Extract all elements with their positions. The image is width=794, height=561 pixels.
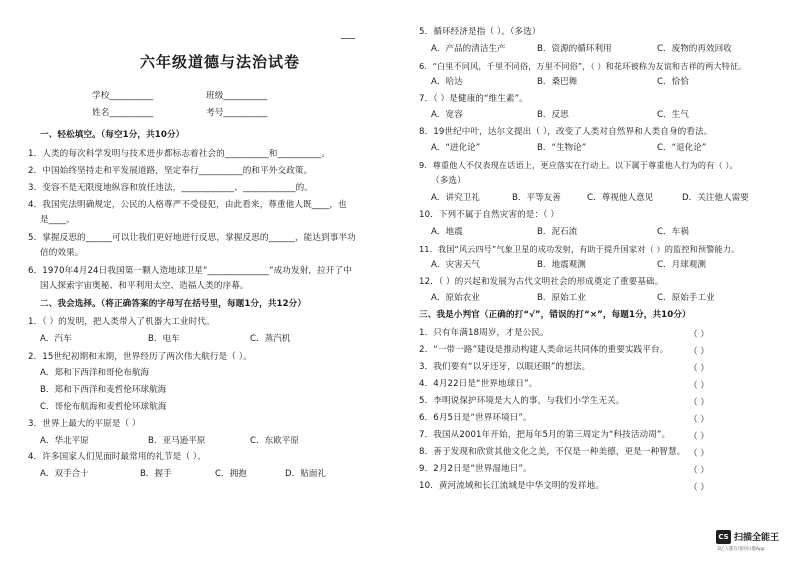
question-stem: 5．循环经济是指（ ）。（多选） bbox=[419, 27, 541, 37]
option-b: B．地震观测 bbox=[537, 260, 586, 270]
question-stem: 7．（ ）是健康的“维生素”。 bbox=[419, 94, 528, 104]
question-stem: 9．尊重他人不仅表现在话语上，更应落实在行动上。以下属于尊重他人行为的有（ ）。 bbox=[419, 160, 738, 170]
section-3-header: 三、我是小判官（正确的打“√”，错误的打“×”，每题1分，共10分） bbox=[419, 310, 691, 320]
option-c: C．生气 bbox=[657, 110, 689, 120]
question-stem: 12．（ ）的兴起和发展为古代文明社会的形成奠定了重要基础。 bbox=[419, 277, 664, 287]
fill-question: 3．变容不是无限度地纵容和放任违法，____________、____________的。 bbox=[28, 183, 313, 193]
option-a: A．“进化论” bbox=[431, 143, 481, 153]
option-a: A．郑和下西洋和哥伦布航海 bbox=[40, 368, 150, 378]
section-2-header: 二、我会选择。（将正确答案的字母写在括号里，每题1分，共12分） bbox=[40, 299, 307, 309]
question-stem: 2．15世纪初期和末期，世界经历了两次伟大航行是（ ）。 bbox=[28, 352, 252, 362]
fill-question: 2．中国始终坚持走和平发展道路，坚定奉行__________的和平外交政策。 bbox=[28, 166, 313, 176]
option-a: A．华北平原 bbox=[40, 436, 89, 446]
question-stem: 10．下列不属于自然灾害的是：（ ） bbox=[419, 210, 560, 220]
option-a: A．灾害天气 bbox=[431, 260, 480, 270]
fill-question: 6．1970年4月24日我国第一颗人造地球卫星“______________”成功发射，拉开了中 bbox=[28, 266, 352, 276]
option-d: D．贴面礼 bbox=[285, 469, 326, 479]
judge-question: 3．我们要有“以牙还牙，以眼还眼”的想法。 bbox=[419, 362, 591, 372]
option-b: B．原始工业 bbox=[537, 293, 586, 303]
option-c: C．原始手工业 bbox=[657, 293, 715, 303]
answer-parens: （ ） bbox=[689, 347, 709, 357]
option-b: B．“生物论” bbox=[537, 143, 587, 153]
option-c: C．尊视他人意见 bbox=[587, 193, 654, 203]
camscanner-logo-icon: CS bbox=[716, 530, 731, 544]
fill-question-cont: 倍的效果。 bbox=[40, 248, 84, 258]
number-field: 考号__________ bbox=[206, 108, 268, 118]
section-1-header: 一、轻松填空。（每空1分，共10分） bbox=[40, 130, 185, 140]
fill-question: 5．掌握反思的______可以让我们更好地进行反思，掌握反思的______，能达到事半功 bbox=[28, 233, 356, 243]
option-c: C．月球观测 bbox=[657, 260, 706, 270]
judge-question: 10．黄河流域和长江流域是中华文明的发祥地。 bbox=[419, 481, 605, 491]
option-c: C．哥伦布航海和麦哲伦环球航海 bbox=[40, 402, 167, 412]
name-field: 姓名__________ bbox=[92, 108, 154, 118]
fill-question: 4．我国宪法明确规定，公民的人格尊严不受侵犯，由此看来，尊重他人既____，也 bbox=[28, 200, 347, 210]
judge-question: 4．4月22日是“世界地球日”。 bbox=[419, 379, 538, 389]
option-b: B．电车 bbox=[148, 334, 180, 344]
answer-parens: （ ） bbox=[689, 415, 709, 425]
option-a: A．汽车 bbox=[40, 334, 72, 344]
option-b: B．反思 bbox=[537, 110, 569, 120]
option-a: A．双手合十 bbox=[40, 469, 89, 479]
class-field: 班级__________ bbox=[206, 91, 268, 101]
option-b: B．亚马逊平原 bbox=[148, 436, 206, 446]
option-c: C．车祸 bbox=[657, 227, 689, 237]
answer-parens: （ ） bbox=[689, 398, 709, 408]
option-b: B．桑巴舞 bbox=[537, 77, 578, 87]
judge-question: 5．李明说保护环境是大人的事，与我们小学生无关。 bbox=[419, 396, 625, 406]
option-b: B．平等友善 bbox=[512, 193, 561, 203]
judge-question: 8．善于发现和欣赏其他文化之美，不仅是一种美德，更是一种智慧。 bbox=[419, 447, 686, 457]
exam-title: 六年级道德与法治试卷 bbox=[140, 53, 301, 71]
fill-question: 1．人类的每次科学发明与技术进步都标志着社会的__________和__________。 bbox=[28, 149, 331, 159]
option-a: A．宽容 bbox=[431, 110, 463, 120]
judge-question: 6．6月5日是“世界环境日”。 bbox=[419, 413, 532, 423]
option-d: D．关注他人需要 bbox=[682, 193, 749, 203]
option-a: A．讲究卫礼 bbox=[431, 193, 480, 203]
divider-mark bbox=[341, 38, 355, 39]
judge-question: 1．只有年满18周岁，才是公民。 bbox=[419, 328, 549, 338]
fill-question-cont: 是____。 bbox=[40, 215, 75, 225]
question-stem: 1．（ ）的发明，把人类带入了机器大工业时代。 bbox=[28, 317, 215, 327]
option-a: A．哈达 bbox=[431, 77, 463, 87]
option-a: A．产品的清洁生产 bbox=[431, 44, 506, 54]
judge-question: 2．“一带一路”建设是推动构建人类命运共同体的重要实践平台。 bbox=[419, 345, 669, 355]
watermark-brand: 扫描全能王 bbox=[734, 533, 780, 543]
option-c: C．恰恰 bbox=[657, 77, 689, 87]
question-stem: 8．19世纪中叶，达尔文提出（ ），改变了人类对自然界和人类自身的看法。 bbox=[419, 127, 713, 137]
question-stem: 11．我国“风云四号”气象卫星的成功发射，有助于提升国家对（ ）的监控和预警能力。 bbox=[419, 244, 740, 254]
right-page bbox=[397, 0, 794, 561]
option-b: B．泥石流 bbox=[537, 227, 578, 237]
fill-question-cont: 国人探索宇宙奥秘、和平利用太空、造福人类的序幕。 bbox=[40, 281, 249, 291]
option-c: C．东欧平原 bbox=[250, 436, 299, 446]
judge-question: 9．2月2日是“世界湿地日”。 bbox=[419, 464, 532, 474]
answer-parens: （ ） bbox=[689, 381, 709, 391]
answer-parens: （ ） bbox=[689, 466, 709, 476]
option-b: B．资源的循环利用 bbox=[537, 44, 612, 54]
option-b: B．握手 bbox=[140, 469, 172, 479]
school-field: 学校__________ bbox=[92, 91, 154, 101]
question-stem: 6．“白里不同风，千里不同俗，万里不同俗”，（ ）和花环被称为友谊和吉祥的两大特征。 bbox=[419, 61, 747, 71]
question-stem: 3．世界上最大的平原是（ ） bbox=[28, 419, 141, 429]
option-c: C．“退化论” bbox=[657, 143, 707, 153]
option-c: C．废物的再效回收 bbox=[657, 44, 732, 54]
answer-parens: （ ） bbox=[689, 330, 709, 340]
option-c: C．蒸汽机 bbox=[250, 334, 291, 344]
answer-parens: （ ） bbox=[689, 483, 709, 493]
option-a: A．地震 bbox=[431, 227, 463, 237]
answer-parens: （ ） bbox=[689, 432, 709, 442]
question-stem: 4．许多国家人们见面时最常用的礼节是（ ）。 bbox=[28, 452, 206, 462]
option-b: B．郑和下西洋和麦哲伦环球航海 bbox=[40, 385, 167, 395]
judge-question: 7．我国从2001年开始，把每年5月的第三周定为“科技活动周”。 bbox=[419, 430, 671, 440]
option-c: C．拥抱 bbox=[215, 469, 247, 479]
answer-parens: （ ） bbox=[689, 364, 709, 374]
answer-parens: （ ） bbox=[689, 449, 709, 459]
option-a: A．原始农业 bbox=[431, 293, 480, 303]
multi-select-note: （多选） bbox=[431, 176, 466, 186]
watermark-tagline: 3亿人都在用的扫描App bbox=[717, 547, 765, 552]
